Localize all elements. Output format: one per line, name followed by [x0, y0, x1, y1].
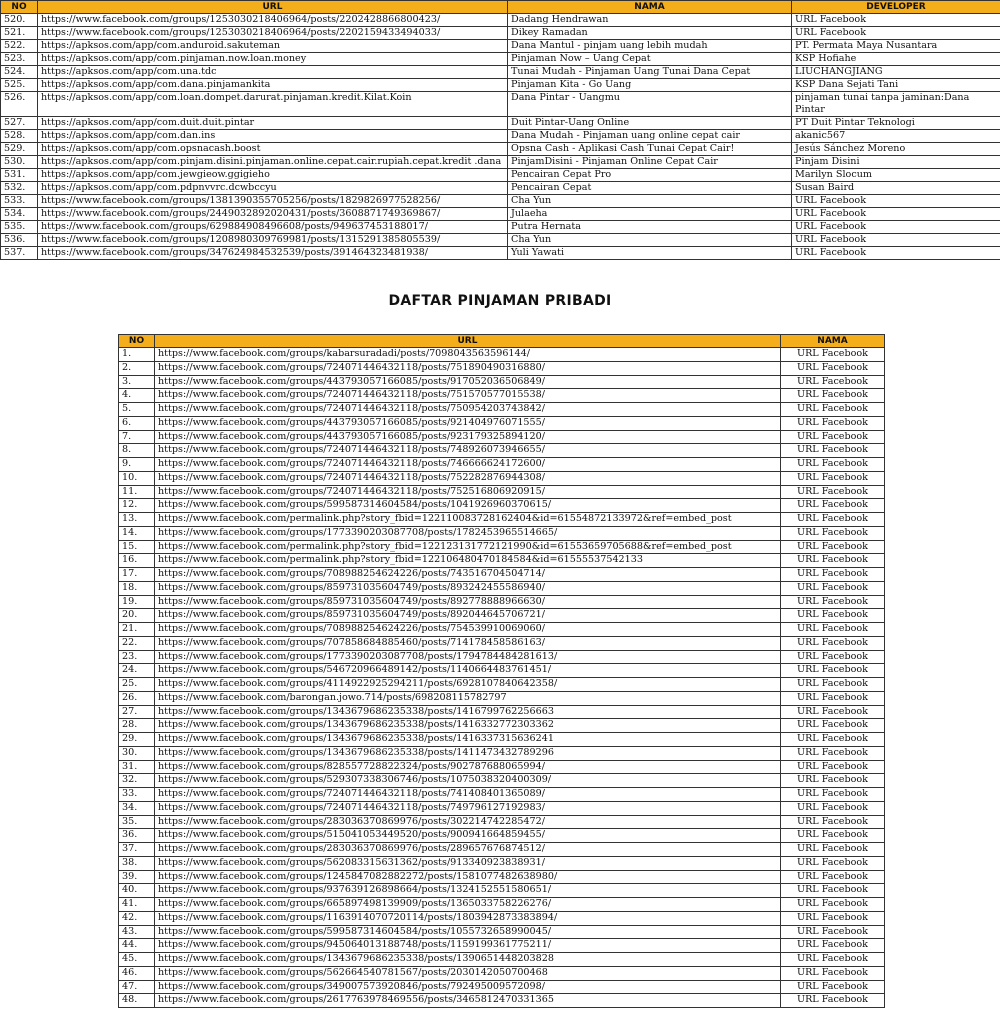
- row-url: https://www.facebook.com/groups/2617763978469556/posts/3465812470331365: [155, 994, 781, 1008]
- row-number: 33.: [119, 788, 155, 802]
- row-url: https://www.facebook.com/groups/599587314604584/posts/1055732658990045/: [155, 925, 781, 939]
- row-url: https://www.facebook.com/groups/859731035604749/posts/892044645706721/: [155, 609, 781, 623]
- row-url: https://www.facebook.com/groups/1245847082882272/posts/1581077482638980/: [155, 870, 781, 884]
- row-url: https://apksos.com/app/com.dana.pinjamankita: [38, 79, 508, 92]
- row-number: 12.: [119, 499, 155, 513]
- table-row: [1, 130, 1000, 143]
- row-developer: LIUCHANGJIANG: [792, 66, 1000, 79]
- table-row: [119, 705, 885, 719]
- table-row: [1, 182, 1000, 195]
- row-number: 21.: [119, 623, 155, 637]
- row-nama: URL Facebook: [781, 416, 885, 430]
- header-url: URL: [38, 1, 508, 14]
- row-url: https://www.facebook.com/groups/724071446432118/posts/741408401365089/: [155, 788, 781, 802]
- row-number: 529.: [1, 143, 38, 156]
- row-nama: URL Facebook: [781, 691, 885, 705]
- table-row: [119, 554, 885, 568]
- row-url: https://www.facebook.com/groups/937639126898664/posts/1324152551580651/: [155, 884, 781, 898]
- row-nama: URL Facebook: [781, 746, 885, 760]
- developer-table: [0, 0, 1000, 260]
- row-nama: URL Facebook: [781, 471, 885, 485]
- row-number: 29.: [119, 733, 155, 747]
- row-number: 25.: [119, 678, 155, 692]
- row-number: 30.: [119, 746, 155, 760]
- table-row: [119, 581, 885, 595]
- row-url: https://apksos.com/app/com.pdpnvvrc.dcwbccyu: [38, 182, 508, 195]
- row-number: 35.: [119, 815, 155, 829]
- row-url: https://www.facebook.com/groups/1343679686235338/posts/1416337315636241: [155, 733, 781, 747]
- row-number: 4.: [119, 389, 155, 403]
- header-nama: NAMA: [781, 335, 885, 348]
- row-url: https://www.facebook.com/groups/kabarsuradadi/posts/7098043563596144/: [155, 348, 781, 362]
- row-nama: Opsna Cash - Aplikasi Cash Tunai Cepat Cair!: [508, 143, 792, 156]
- table-row: [119, 980, 885, 994]
- row-url: https://apksos.com/app/com.dan.ins: [38, 130, 508, 143]
- row-url: https://www.facebook.com/groups/708988254624226/posts/743516704504714/: [155, 568, 781, 582]
- row-url: https://www.facebook.com/groups/1381390355705256/posts/1829826977528256/: [38, 195, 508, 208]
- header-no: NO: [1, 1, 38, 14]
- row-number: 40.: [119, 884, 155, 898]
- table-row: [119, 911, 885, 925]
- row-url: https://www.facebook.com/groups/546720966489142/posts/1140664483761451/: [155, 664, 781, 678]
- row-nama: URL Facebook: [781, 911, 885, 925]
- table-row: [119, 774, 885, 788]
- row-number: 44.: [119, 939, 155, 953]
- row-nama: Putra Hernata: [508, 221, 792, 234]
- row-nama: Tunai Mudah - Pinjaman Uang Tunai Dana Cepat: [508, 66, 792, 79]
- row-url: https://www.facebook.com/groups/515041053449520/posts/900941664859455/: [155, 829, 781, 843]
- row-number: 531.: [1, 169, 38, 182]
- table-row: [119, 416, 885, 430]
- row-url: https://www.facebook.com/groups/724071446432118/posts/750954203743842/: [155, 403, 781, 417]
- table-row: [119, 458, 885, 472]
- row-developer: KSP Dana Sejati Tani: [792, 79, 1000, 92]
- table-row: [1, 27, 1000, 40]
- row-nama: URL Facebook: [781, 389, 885, 403]
- row-number: 38.: [119, 856, 155, 870]
- header-nama: NAMA: [508, 1, 792, 14]
- row-url: https://www.facebook.com/groups/1773390203087708/posts/1794784484281613/: [155, 650, 781, 664]
- row-nama: URL Facebook: [781, 609, 885, 623]
- table-row: [1, 40, 1000, 53]
- row-number: 15.: [119, 540, 155, 554]
- row-url: https://www.facebook.com/groups/945064013188748/posts/1159199361775211/: [155, 939, 781, 953]
- row-number: 42.: [119, 911, 155, 925]
- row-nama: Pencairan Cepat Pro: [508, 169, 792, 182]
- row-url: https://www.facebook.com/groups/1773390203087708/posts/1782453965514665/: [155, 526, 781, 540]
- row-number: 27.: [119, 705, 155, 719]
- row-developer: URL Facebook: [792, 208, 1000, 221]
- row-url: https://www.facebook.com/groups/283036370869976/posts/302214742285472/: [155, 815, 781, 829]
- row-url: https://www.facebook.com/groups/4114922925294211/posts/6928107840642358/: [155, 678, 781, 692]
- row-url: https://www.facebook.com/groups/562083315631362/posts/913340923838931/: [155, 856, 781, 870]
- table-row: [119, 540, 885, 554]
- table-row: [119, 966, 885, 980]
- row-nama: URL Facebook: [781, 403, 885, 417]
- row-url: https://www.facebook.com/permalink.php?story_fbid=122123131772121990&id=61553659705688&ref=embed_post: [155, 540, 781, 554]
- row-number: 522.: [1, 40, 38, 53]
- table-row: [119, 526, 885, 540]
- row-number: 534.: [1, 208, 38, 221]
- table-row: [119, 884, 885, 898]
- row-url: https://apksos.com/app/com.una.tdc: [38, 66, 508, 79]
- row-url: https://www.facebook.com/groups/1343679686235338/posts/1411473432789296: [155, 746, 781, 760]
- table-row: [119, 444, 885, 458]
- row-number: 36.: [119, 829, 155, 843]
- row-nama: URL Facebook: [781, 994, 885, 1008]
- row-nama: URL Facebook: [781, 705, 885, 719]
- row-nama: URL Facebook: [781, 856, 885, 870]
- row-url: https://www.facebook.com/groups/1253030218406964/posts/2202159433494033/: [38, 27, 508, 40]
- row-nama: URL Facebook: [781, 980, 885, 994]
- row-nama: Pinjaman Kita - Go Uang: [508, 79, 792, 92]
- row-url: https://www.facebook.com/groups/443793057166085/posts/917052036506849/: [155, 375, 781, 389]
- row-url: https://www.facebook.com/groups/724071446432118/posts/751570577015538/: [155, 389, 781, 403]
- row-nama: Pinjaman Now – Uang Cepat: [508, 53, 792, 66]
- row-nama: URL Facebook: [781, 361, 885, 375]
- row-url: https://apksos.com/app/com.anduroid.sakuteman: [38, 40, 508, 53]
- row-url: https://www.facebook.com/permalink.php?story_fbid=122110083728162404&id=61554872133972&ref=embed_post: [155, 513, 781, 527]
- table-row: [119, 650, 885, 664]
- row-nama: Cha Yun: [508, 234, 792, 247]
- row-url: https://apksos.com/app/com.pinjaman.now.loan.money: [38, 53, 508, 66]
- row-number: 26.: [119, 691, 155, 705]
- row-url: https://www.facebook.com/groups/443793057166085/posts/921404976071555/: [155, 416, 781, 430]
- row-number: 524.: [1, 66, 38, 79]
- row-number: 533.: [1, 195, 38, 208]
- row-developer: Marilyn Slocum: [792, 169, 1000, 182]
- header-no: NO: [119, 335, 155, 348]
- row-number: 527.: [1, 117, 38, 130]
- row-number: 14.: [119, 526, 155, 540]
- row-nama: URL Facebook: [781, 348, 885, 362]
- row-url: https://www.facebook.com/groups/1208980309769981/posts/1315291385805539/: [38, 234, 508, 247]
- row-url: https://www.facebook.com/groups/859731035604749/posts/893242455586940/: [155, 581, 781, 595]
- row-number: 37.: [119, 843, 155, 857]
- row-developer: URL Facebook: [792, 221, 1000, 234]
- row-nama: URL Facebook: [781, 925, 885, 939]
- row-developer: PT. Permata Maya Nusantara: [792, 40, 1000, 53]
- row-url: https://www.facebook.com/groups/562664540781567/posts/2030142050700468: [155, 966, 781, 980]
- row-number: 532.: [1, 182, 38, 195]
- row-number: 526.: [1, 92, 38, 117]
- row-nama: URL Facebook: [781, 760, 885, 774]
- table-row: [119, 801, 885, 815]
- row-url: https://www.facebook.com/groups/347624984532539/posts/391464323481938/: [38, 247, 508, 260]
- row-url: https://www.facebook.com/groups/2449032892020431/posts/3608871749369867/: [38, 208, 508, 221]
- row-number: 16.: [119, 554, 155, 568]
- row-nama: URL Facebook: [781, 815, 885, 829]
- row-number: 8.: [119, 444, 155, 458]
- row-number: 20.: [119, 609, 155, 623]
- row-number: 535.: [1, 221, 38, 234]
- row-nama: URL Facebook: [781, 898, 885, 912]
- row-nama: URL Facebook: [781, 513, 885, 527]
- table-row: [119, 953, 885, 967]
- row-nama: URL Facebook: [781, 966, 885, 980]
- row-number: 13.: [119, 513, 155, 527]
- row-developer: URL Facebook: [792, 27, 1000, 40]
- table-row: [119, 719, 885, 733]
- table-row: [119, 664, 885, 678]
- row-number: 10.: [119, 471, 155, 485]
- row-nama: URL Facebook: [781, 774, 885, 788]
- row-developer: URL Facebook: [792, 234, 1000, 247]
- row-number: 520.: [1, 14, 38, 27]
- row-developer: PT Duit Pintar Teknologi: [792, 117, 1000, 130]
- table-row: [119, 375, 885, 389]
- row-nama: URL Facebook: [781, 485, 885, 499]
- row-nama: Julaeha: [508, 208, 792, 221]
- row-number: 47.: [119, 980, 155, 994]
- row-nama: URL Facebook: [781, 801, 885, 815]
- row-url: https://www.facebook.com/groups/724071446432118/posts/749796127192983/: [155, 801, 781, 815]
- table-row: [119, 348, 885, 362]
- table-row: [1, 66, 1000, 79]
- row-nama: URL Facebook: [781, 843, 885, 857]
- row-url: https://www.facebook.com/groups/529307338306746/posts/1075038320400309/: [155, 774, 781, 788]
- table-row: [119, 403, 885, 417]
- row-nama: PinjamDisini - Pinjaman Online Cepat Cair: [508, 156, 792, 169]
- table-row: [119, 430, 885, 444]
- table-row: [1, 156, 1000, 169]
- table-row: [1, 53, 1000, 66]
- table-row: [119, 513, 885, 527]
- row-number: 525.: [1, 79, 38, 92]
- table-row: [119, 595, 885, 609]
- row-developer: Jesús Sánchez Moreno: [792, 143, 1000, 156]
- row-url: https://www.facebook.com/groups/629884908496608/posts/949637453188017/: [38, 221, 508, 234]
- row-number: 28.: [119, 719, 155, 733]
- table-row: [119, 609, 885, 623]
- row-number: 18.: [119, 581, 155, 595]
- table-row: [119, 485, 885, 499]
- row-url: https://www.facebook.com/groups/599587314604584/posts/1041926960370615/: [155, 499, 781, 513]
- row-number: 530.: [1, 156, 38, 169]
- table-row: [119, 843, 885, 857]
- header-developer: DEVELOPER: [792, 1, 1000, 14]
- row-nama: URL Facebook: [781, 733, 885, 747]
- table-row: [1, 117, 1000, 130]
- table-row: [1, 79, 1000, 92]
- table-header-row: [1, 1, 1000, 14]
- row-nama: URL Facebook: [781, 953, 885, 967]
- table-row: [119, 898, 885, 912]
- table-row: [119, 788, 885, 802]
- row-url: https://www.facebook.com/groups/1343679686235338/posts/1416799762256663: [155, 705, 781, 719]
- row-nama: URL Facebook: [781, 458, 885, 472]
- row-number: 523.: [1, 53, 38, 66]
- table-row: [119, 361, 885, 375]
- table-row: [119, 939, 885, 953]
- table-row: [1, 195, 1000, 208]
- row-nama: URL Facebook: [781, 884, 885, 898]
- row-nama: Dana Mudah - Pinjaman uang online cepat cair: [508, 130, 792, 143]
- row-nama: Yuli Yawati: [508, 247, 792, 260]
- row-number: 19.: [119, 595, 155, 609]
- table-row: [119, 568, 885, 582]
- row-developer: Pinjam Disini: [792, 156, 1000, 169]
- row-url: https://apksos.com/app/com.opsnacash.boost: [38, 143, 508, 156]
- row-url: https://apksos.com/app/com.duit.duit.pintar: [38, 117, 508, 130]
- row-number: 5.: [119, 403, 155, 417]
- row-nama: Dana Mantul - pinjam uang lebih mudah: [508, 40, 792, 53]
- row-url: https://www.facebook.com/groups/1343679686235338/posts/1390651448203828: [155, 953, 781, 967]
- table-row: [119, 760, 885, 774]
- row-url: https://www.facebook.com/groups/724071446432118/posts/752282876944308/: [155, 471, 781, 485]
- row-developer: URL Facebook: [792, 247, 1000, 260]
- row-nama: URL Facebook: [781, 581, 885, 595]
- row-nama: URL Facebook: [781, 430, 885, 444]
- row-number: 43.: [119, 925, 155, 939]
- row-url: https://www.facebook.com/groups/707858684885460/posts/714178458586163/: [155, 636, 781, 650]
- row-url: https://www.facebook.com/groups/724071446432118/posts/746666624172600/: [155, 458, 781, 472]
- row-number: 22.: [119, 636, 155, 650]
- row-number: 1.: [119, 348, 155, 362]
- section-title: DAFTAR PINJAMAN PRIBADI: [388, 293, 612, 309]
- row-url: https://apksos.com/app/com.loan.dompet.darurat.pinjaman.kredit.Kilat.Koin: [38, 92, 508, 117]
- table-row: [119, 691, 885, 705]
- row-developer: KSP Hofiahe: [792, 53, 1000, 66]
- table-row: [119, 471, 885, 485]
- table-row: [119, 856, 885, 870]
- row-number: 31.: [119, 760, 155, 774]
- row-nama: URL Facebook: [781, 939, 885, 953]
- header-url: URL: [155, 335, 781, 348]
- row-nama: Cha Yun: [508, 195, 792, 208]
- row-url: https://www.facebook.com/groups/349007573920846/posts/792495009572098/: [155, 980, 781, 994]
- table-row: [119, 733, 885, 747]
- row-url: https://www.facebook.com/groups/1343679686235338/posts/1416332772303362: [155, 719, 781, 733]
- row-number: 2.: [119, 361, 155, 375]
- row-url: https://www.facebook.com/groups/1163914070720114/posts/1803942873383894/: [155, 911, 781, 925]
- table-row: [119, 994, 885, 1008]
- row-number: 7.: [119, 430, 155, 444]
- table-row: [119, 829, 885, 843]
- table-row: [119, 925, 885, 939]
- row-nama: Duit Pintar-Uang Online: [508, 117, 792, 130]
- row-number: 9.: [119, 458, 155, 472]
- table-row: [1, 208, 1000, 221]
- row-nama: URL Facebook: [781, 499, 885, 513]
- row-number: 24.: [119, 664, 155, 678]
- row-url: https://apksos.com/app/com.jewgieow.ggigieho: [38, 169, 508, 182]
- row-number: 537.: [1, 247, 38, 260]
- row-number: 41.: [119, 898, 155, 912]
- table-row: [119, 870, 885, 884]
- table-row: [119, 678, 885, 692]
- row-url: https://www.facebook.com/barongan.jowo.714/posts/698208115782797: [155, 691, 781, 705]
- row-nama: Pencairan Cepat: [508, 182, 792, 195]
- row-nama: URL Facebook: [781, 664, 885, 678]
- row-number: 34.: [119, 801, 155, 815]
- row-number: 528.: [1, 130, 38, 143]
- row-nama: URL Facebook: [781, 870, 885, 884]
- row-nama: URL Facebook: [781, 623, 885, 637]
- row-developer: Susan Baird: [792, 182, 1000, 195]
- row-nama: URL Facebook: [781, 444, 885, 458]
- row-number: 45.: [119, 953, 155, 967]
- row-number: 11.: [119, 485, 155, 499]
- row-url: https://www.facebook.com/groups/859731035604749/posts/892778888966630/: [155, 595, 781, 609]
- row-url: https://www.facebook.com/groups/443793057166085/posts/923179325894120/: [155, 430, 781, 444]
- row-nama: URL Facebook: [781, 650, 885, 664]
- row-number: 46.: [119, 966, 155, 980]
- table-header-row: [119, 335, 885, 348]
- table-row: [119, 746, 885, 760]
- row-developer: pinjaman tunai tanpa jaminan:Dana Pintar: [792, 92, 1000, 117]
- table-row: [1, 92, 1000, 117]
- row-url: https://www.facebook.com/groups/283036370869976/posts/289657676874512/: [155, 843, 781, 857]
- row-developer: akanic567: [792, 130, 1000, 143]
- row-nama: Dana Pintar - Uangmu: [508, 92, 792, 117]
- row-url: https://www.facebook.com/groups/724071446432118/posts/752516806920915/: [155, 485, 781, 499]
- row-nama: URL Facebook: [781, 788, 885, 802]
- row-nama: URL Facebook: [781, 568, 885, 582]
- row-developer: URL Facebook: [792, 14, 1000, 27]
- row-nama: Dadang Hendrawan: [508, 14, 792, 27]
- table-row: [119, 389, 885, 403]
- table-row: [119, 499, 885, 513]
- row-nama: Dikey Ramadan: [508, 27, 792, 40]
- row-nama: URL Facebook: [781, 678, 885, 692]
- row-url: https://www.facebook.com/permalink.php?story_fbid=122106480470184584&id=61555537542133: [155, 554, 781, 568]
- row-number: 23.: [119, 650, 155, 664]
- row-nama: URL Facebook: [781, 636, 885, 650]
- row-url: https://www.facebook.com/groups/828557728822324/posts/902787688065994/: [155, 760, 781, 774]
- row-nama: URL Facebook: [781, 829, 885, 843]
- row-url: https://www.facebook.com/groups/724071446432118/posts/748926073946655/: [155, 444, 781, 458]
- row-number: 6.: [119, 416, 155, 430]
- row-number: 3.: [119, 375, 155, 389]
- row-url: https://www.facebook.com/groups/665897498139909/posts/1365033758226276/: [155, 898, 781, 912]
- row-nama: URL Facebook: [781, 540, 885, 554]
- row-nama: URL Facebook: [781, 375, 885, 389]
- table-row: [119, 623, 885, 637]
- row-url: https://apksos.com/app/com.pinjam.disini.pinjaman.online.cepat.cair.rupiah.cepat.kredit .dana: [38, 156, 508, 169]
- table-row: [1, 143, 1000, 156]
- row-nama: URL Facebook: [781, 554, 885, 568]
- row-nama: URL Facebook: [781, 719, 885, 733]
- row-url: https://www.facebook.com/groups/708988254624226/posts/754539910069060/: [155, 623, 781, 637]
- table-row: [119, 815, 885, 829]
- row-nama: URL Facebook: [781, 595, 885, 609]
- row-url: https://www.facebook.com/groups/724071446432118/posts/751890490316880/: [155, 361, 781, 375]
- row-number: 39.: [119, 870, 155, 884]
- row-developer: URL Facebook: [792, 195, 1000, 208]
- row-number: 521.: [1, 27, 38, 40]
- table-row: [1, 247, 1000, 260]
- personal-loan-table: [118, 334, 885, 1008]
- row-number: 536.: [1, 234, 38, 247]
- table-row: [1, 14, 1000, 27]
- row-url: https://www.facebook.com/groups/1253030218406964/posts/2202428866800423/: [38, 14, 508, 27]
- table-row: [119, 636, 885, 650]
- table-row: [1, 221, 1000, 234]
- table-row: [1, 234, 1000, 247]
- table-row: [1, 169, 1000, 182]
- row-number: 48.: [119, 994, 155, 1008]
- row-number: 17.: [119, 568, 155, 582]
- row-number: 32.: [119, 774, 155, 788]
- row-nama: URL Facebook: [781, 526, 885, 540]
